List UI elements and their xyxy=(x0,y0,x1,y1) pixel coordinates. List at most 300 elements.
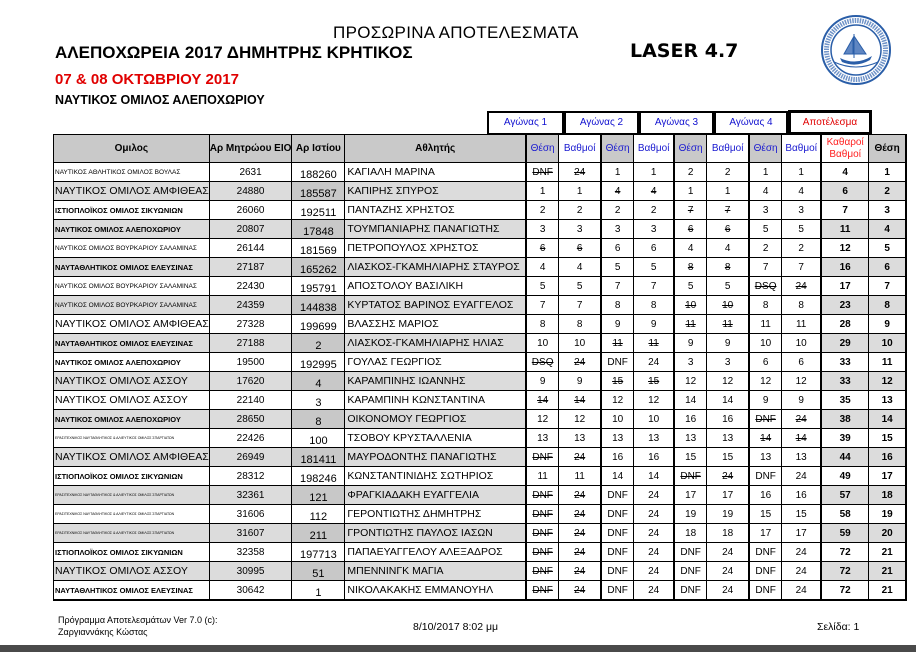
table-row xyxy=(54,296,906,315)
sail-number-cell: 165262 xyxy=(292,258,345,277)
athlete-cell: ΛΙΑΣΚΟΣ-ΓΚΑΜΗΛΙΑΡΗΣ ΣΤΑΥΡΟΣ xyxy=(345,258,526,277)
race-1-position: DNF xyxy=(526,543,559,562)
registry-cell: 32361 xyxy=(209,486,292,505)
sail-number-cell: 195791 xyxy=(292,277,345,296)
registry-cell: 28312 xyxy=(209,467,292,486)
athlete-cell: ΤΟΥΜΠΑΝΙΑΡΗΣ ΠΑΝΑΓΙΩΤΗΣ xyxy=(345,220,526,239)
final-position-cell: 5 xyxy=(869,239,906,258)
race-4-points: 6 xyxy=(782,353,821,372)
registry-cell: 27328 xyxy=(209,315,292,334)
race-1-points: 12 xyxy=(559,410,601,429)
race-3-position: 6 xyxy=(674,220,707,239)
registry-cell: 26144 xyxy=(209,239,292,258)
table-row xyxy=(54,182,906,201)
race-1-points: 7 xyxy=(559,296,601,315)
final-position-cell: 19 xyxy=(869,505,906,524)
race-2-points: 4 xyxy=(634,182,674,201)
registry-cell: 20807 xyxy=(209,220,292,239)
registry-cell: 26949 xyxy=(209,448,292,467)
race-3-position: 16 xyxy=(674,410,707,429)
race-3-points: 11 xyxy=(707,315,749,334)
race-1-points: 24 xyxy=(559,486,601,505)
sail-number-cell: 181411 xyxy=(292,448,345,467)
race-4-position: 12 xyxy=(749,372,782,391)
club-cell: ΝΑΥΤΙΚΟΣ ΟΜΙΛΟΣ ΑΜΦΙΘΕΑΣ xyxy=(54,448,210,467)
race-4-label: Αγώνας 4 xyxy=(715,112,787,134)
race-1-points: 5 xyxy=(559,277,601,296)
race-1-position: 10 xyxy=(526,334,559,353)
document-title: ΠΡΟΣΩΡΙΝΑ ΑΠΟΤΕΛΕΣΜΑΤΑ xyxy=(333,23,579,42)
sail-number-cell: 198246 xyxy=(292,467,345,486)
race-4-position: 17 xyxy=(749,524,782,543)
net-points-cell: 57 xyxy=(821,486,869,505)
race-4-points: 4 xyxy=(782,182,821,201)
registry-cell: 17620 xyxy=(209,372,292,391)
final-position-cell: 1 xyxy=(869,163,906,182)
col-registry: Αρ Μητρώου ΕΙΟ xyxy=(209,135,292,163)
race-2-points: 24 xyxy=(634,581,674,601)
column-header-row xyxy=(54,135,906,163)
athlete-cell: ΝΙΚΟΛΑΚΑΚΗΣ ΕΜΜΑΝΟΥΗΛ xyxy=(345,581,526,601)
race-2-position: DNF xyxy=(601,505,634,524)
race-3-points: 2 xyxy=(707,163,749,182)
race-1-position: DNF xyxy=(526,562,559,581)
race-3-position: 17 xyxy=(674,486,707,505)
race-2-position: DNF xyxy=(601,486,634,505)
final-position-cell: 10 xyxy=(869,334,906,353)
race-1-position: 1 xyxy=(526,182,559,201)
race-1-points: 8 xyxy=(559,315,601,334)
net-points-cell: 33 xyxy=(821,372,869,391)
race-1-points: 3 xyxy=(559,220,601,239)
registry-cell: 22430 xyxy=(209,277,292,296)
net-points-cell: 35 xyxy=(821,391,869,410)
registry-cell: 22140 xyxy=(209,391,292,410)
sail-number-cell: 51 xyxy=(292,562,345,581)
club-cell: ΝΑΥΤΙΚΟΣ ΟΜΙΛΟΣ ΑΛΕΠΟΧΩΡΙΟΥ xyxy=(54,410,210,429)
col-final-position: Θέση xyxy=(869,135,906,163)
program-credit-line2: Ζαργιαννάκης Κώστας xyxy=(58,627,148,637)
race-4-points: 5 xyxy=(782,220,821,239)
race-2-points: 24 xyxy=(634,562,674,581)
race-3-points: 9 xyxy=(707,334,749,353)
race-2-position: DNF xyxy=(601,543,634,562)
race-3-position: 8 xyxy=(674,258,707,277)
race-3-points: 24 xyxy=(707,562,749,581)
race-1-points: 4 xyxy=(559,258,601,277)
athlete-cell: ΠΑΝΤΑΖΗΣ ΧΡΗΣΤΟΣ xyxy=(345,201,526,220)
club-cell: ΝΑΥΤΙΚΟΣ ΟΜΙΛΟΣ ΒΟΥΡΚΑΡΙΟΥ ΣΑΛΑΜΙΝΑΣ xyxy=(54,277,210,296)
athlete-cell: ΑΠΟΣΤΟΛΟΥ ΒΑΣΙΛΙΚΗ xyxy=(345,277,526,296)
race-3-position: 1 xyxy=(674,182,707,201)
club-cell: ΝΑΥΤΙΚΟΣ ΟΜΙΛΟΣ ΑΛΕΠΟΧΩΡΙΟΥ xyxy=(54,220,210,239)
race-2-points: 9 xyxy=(634,315,674,334)
club-cell: ΝΑΥΤΑΘΛΗΤΙΚΟΣ ΟΜΙΛΟΣ ΕΛΕΥΣΙΝΑΣ xyxy=(54,258,210,277)
race-4-position: 14 xyxy=(749,429,782,448)
race-2-position: DNF xyxy=(601,562,634,581)
table-row xyxy=(54,163,906,182)
table-row xyxy=(54,410,906,429)
club-cell: ΝΑΥΤΙΚΟΣ ΟΜΙΛΟΣ ΑΣΣΟΥ xyxy=(54,562,210,581)
sail-number-cell: 185587 xyxy=(292,182,345,201)
registry-cell: 19500 xyxy=(209,353,292,372)
race-4-position: 2 xyxy=(749,239,782,258)
race-4-points: 8 xyxy=(782,296,821,315)
final-position-cell: 21 xyxy=(869,562,906,581)
race-3-position: 2 xyxy=(674,163,707,182)
organizer: ΝΑΥΤΙΚΟΣ ΟΜΙΛΟΣ ΑΛΕΠΟΧΩΡΙΟΥ xyxy=(55,93,265,107)
race-3-points: 19 xyxy=(707,505,749,524)
registry-cell: 28650 xyxy=(209,410,292,429)
race-3-position: 18 xyxy=(674,524,707,543)
table-row xyxy=(54,277,906,296)
club-cell: ΝΑΥΤΙΚΟΣ ΟΜΙΛΟΣ ΑΣΣΟΥ xyxy=(54,372,210,391)
registry-cell: 26060 xyxy=(209,201,292,220)
club-cell: ΝΑΥΤΙΚΟΣ ΟΜΙΛΟΣ ΒΟΥΡΚΑΡΙΟΥ ΣΑΛΑΜΙΝΑΣ xyxy=(54,296,210,315)
race-2-position: 4 xyxy=(601,182,634,201)
club-cell: ΝΑΥΤΑΘΛΗΤΙΚΟΣ ΟΜΙΛΟΣ ΕΛΕΥΣΙΝΑΣ xyxy=(54,581,210,601)
race-1-position: 11 xyxy=(526,467,559,486)
registry-cell: 27188 xyxy=(209,334,292,353)
race-2-points: 24 xyxy=(634,486,674,505)
program-credit xyxy=(58,614,217,638)
race-3-points: 24 xyxy=(707,543,749,562)
sail-number-cell: 192995 xyxy=(292,353,345,372)
race-2-position: 13 xyxy=(601,429,634,448)
race-2-points: 24 xyxy=(634,543,674,562)
race-3-position: DNF xyxy=(674,467,707,486)
race-2-position: 11 xyxy=(601,334,634,353)
race-4-position: 9 xyxy=(749,391,782,410)
race-4-position: DSQ xyxy=(749,277,782,296)
club-cell: ΕΡΑΣΙΤΕΧΝΙΚΟΣ ΝΑΥΤΑΘΛΗΤΙΚΟΣ & ΑΛΙΕΥΤΙΚΟΣ ΟΜΙΛΟΣ ΣΠΑΡΤΙΑΤΩΝ xyxy=(54,486,210,505)
race-3-points: 12 xyxy=(707,372,749,391)
col-net-points: Καθαροί Βαθμοί xyxy=(821,135,869,163)
final-position-cell: 14 xyxy=(869,410,906,429)
race-1-points: 6 xyxy=(559,239,601,258)
club-cell: ΝΑΥΤΙΚΟΣ ΟΜΙΛΟΣ ΑΜΦΙΘΕΑΣ xyxy=(54,182,210,201)
net-points-cell: 38 xyxy=(821,410,869,429)
race-1-points: 10 xyxy=(559,334,601,353)
net-points-cell: 49 xyxy=(821,467,869,486)
race-3-position: 11 xyxy=(674,315,707,334)
athlete-cell: ΜΑΥΡΟΔΟΝΤΗΣ ΠΑΝΑΓΙΩΤΗΣ xyxy=(345,448,526,467)
sail-number-cell: 100 xyxy=(292,429,345,448)
sail-number-cell: 2 xyxy=(292,334,345,353)
race-1-points: 2 xyxy=(559,201,601,220)
event-title: ΑΛΕΠΟΧΩΡΕΙΑ 2017 ΔΗΜΗΤΡΗΣ ΚΡΗΤΙΚΟΣ xyxy=(55,43,413,62)
final-position-cell: 17 xyxy=(869,467,906,486)
col-r1-position: Θέση xyxy=(526,135,559,163)
race-4-points: 3 xyxy=(782,201,821,220)
col-r3-position: Θέση xyxy=(674,135,707,163)
table-row xyxy=(54,581,906,601)
registry-cell: 24359 xyxy=(209,296,292,315)
net-points-cell: 11 xyxy=(821,220,869,239)
race-2-position: DNF xyxy=(601,353,634,372)
race-1-points: 13 xyxy=(559,429,601,448)
race-1-label: Αγώνας 1 xyxy=(488,112,563,134)
race-2-position: 8 xyxy=(601,296,634,315)
race-4-position: 3 xyxy=(749,201,782,220)
race-1-position: DNF xyxy=(526,581,559,601)
race-3-position: 4 xyxy=(674,239,707,258)
race-1-points: 14 xyxy=(559,391,601,410)
race-4-position: 13 xyxy=(749,448,782,467)
table-row xyxy=(54,543,906,562)
race-2-points: 3 xyxy=(634,220,674,239)
sail-number-cell: 144838 xyxy=(292,296,345,315)
race-3-points: 24 xyxy=(707,581,749,601)
race-1-points: 24 xyxy=(559,448,601,467)
athlete-cell: ΓΕΡΟΝΤΙΩΤΗΣ ΔΗΜΗΤΡΗΣ xyxy=(345,505,526,524)
net-points-cell: 72 xyxy=(821,543,869,562)
race-4-position: 15 xyxy=(749,505,782,524)
race-3-points: 17 xyxy=(707,486,749,505)
registry-cell: 30642 xyxy=(209,581,292,601)
col-r4-points: Βαθμοί xyxy=(782,135,821,163)
race-2-position: 10 xyxy=(601,410,634,429)
race-3-position: 3 xyxy=(674,353,707,372)
final-position-cell: 12 xyxy=(869,372,906,391)
race-2-points: 6 xyxy=(634,239,674,258)
race-3-points: 13 xyxy=(707,429,749,448)
table-row xyxy=(54,448,906,467)
race-3-points: 1 xyxy=(707,182,749,201)
sail-number-cell: 188260 xyxy=(292,163,345,182)
race-4-points: 10 xyxy=(782,334,821,353)
race-4-points: 24 xyxy=(782,562,821,581)
race-2-points: 16 xyxy=(634,448,674,467)
race-3-label: Αγώνας 3 xyxy=(640,112,713,134)
net-points-cell: 4 xyxy=(821,163,869,182)
final-position-cell: 13 xyxy=(869,391,906,410)
race-2-position: DNF xyxy=(601,581,634,601)
race-3-position: DNF xyxy=(674,562,707,581)
table-row xyxy=(54,372,906,391)
col-r1-points: Βαθμοί xyxy=(559,135,601,163)
race-2-points: 1 xyxy=(634,163,674,182)
race-3-position: 13 xyxy=(674,429,707,448)
race-group-header xyxy=(487,110,872,135)
table-row xyxy=(54,524,906,543)
final-position-cell: 7 xyxy=(869,277,906,296)
race-2-position: DNF xyxy=(601,524,634,543)
col-r3-points: Βαθμοί xyxy=(707,135,749,163)
registry-cell: 30995 xyxy=(209,562,292,581)
race-3-position: 15 xyxy=(674,448,707,467)
col-athlete: Αθλητής xyxy=(345,135,526,163)
net-points-cell: 29 xyxy=(821,334,869,353)
race-1-points: 11 xyxy=(559,467,601,486)
athlete-cell: ΤΣΟΒΟΥ ΚΡΥΣΤΑΛΛΕΝΙΑ xyxy=(345,429,526,448)
final-position-cell: 18 xyxy=(869,486,906,505)
race-4-points: 24 xyxy=(782,467,821,486)
race-3-position: 14 xyxy=(674,391,707,410)
race-4-points: 12 xyxy=(782,372,821,391)
race-4-position: 5 xyxy=(749,220,782,239)
final-position-cell: 8 xyxy=(869,296,906,315)
race-3-points: 15 xyxy=(707,448,749,467)
race-3-position: 19 xyxy=(674,505,707,524)
race-1-position: DNF xyxy=(526,524,559,543)
race-2-points: 2 xyxy=(634,201,674,220)
athlete-cell: ΦΡΑΓΚΙΑΔΑΚΗ ΕΥΑΓΓΕΛΙΑ xyxy=(345,486,526,505)
registry-cell: 27187 xyxy=(209,258,292,277)
club-cell: ΙΣΤΙΟΠΛΟΪΚΟΣ ΟΜΙΛΟΣ ΣΙΚΥΩΝΙΩΝ xyxy=(54,467,210,486)
race-2-points: 24 xyxy=(634,524,674,543)
race-2-points: 11 xyxy=(634,334,674,353)
race-4-position: 6 xyxy=(749,353,782,372)
race-1-points: 1 xyxy=(559,182,601,201)
club-cell: ΝΑΥΤΙΚΟΣ ΟΜΙΛΟΣ ΑΜΦΙΘΕΑΣ xyxy=(54,315,210,334)
race-1-points: 24 xyxy=(559,543,601,562)
athlete-cell: ΚΑΓΙΑΛΗ ΜΑΡΙΝΑ xyxy=(345,163,526,182)
race-3-points: 24 xyxy=(707,467,749,486)
final-position-cell: 16 xyxy=(869,448,906,467)
race-1-position: DNF xyxy=(526,505,559,524)
race-2-position: 5 xyxy=(601,258,634,277)
net-points-cell: 33 xyxy=(821,353,869,372)
registry-cell: 2631 xyxy=(209,163,292,182)
race-4-position: 1 xyxy=(749,163,782,182)
race-3-position: 12 xyxy=(674,372,707,391)
net-points-cell: 44 xyxy=(821,448,869,467)
race-2-points: 7 xyxy=(634,277,674,296)
table-row xyxy=(54,220,906,239)
race-3-points: 4 xyxy=(707,239,749,258)
race-1-points: 24 xyxy=(559,562,601,581)
athlete-cell: ΟΙΚΟΝΟΜΟΥ ΓΕΩΡΓΙΟΣ xyxy=(345,410,526,429)
club-cell: ΕΡΑΣΙΤΕΧΝΙΚΟΣ ΝΑΥΤΑΘΛΗΤΙΚΟΣ & ΑΛΙΕΥΤΙΚΟΣ ΟΜΙΛΟΣ ΣΠΑΡΤΙΑΤΩΝ xyxy=(54,524,210,543)
race-3-position: 7 xyxy=(674,201,707,220)
final-position-cell: 11 xyxy=(869,353,906,372)
sail-number-cell: 4 xyxy=(292,372,345,391)
race-1-position: 5 xyxy=(526,277,559,296)
club-cell: ΝΑΥΤΙΚΟΣ ΟΜΙΛΟΣ ΒΟΥΡΚΑΡΙΟΥ ΣΑΛΑΜΙΝΑΣ xyxy=(54,239,210,258)
race-3-position: DNF xyxy=(674,581,707,601)
race-2-position: 12 xyxy=(601,391,634,410)
race-3-points: 3 xyxy=(707,353,749,372)
race-4-points: 24 xyxy=(782,277,821,296)
table-row xyxy=(54,353,906,372)
athlete-cell: ΠΑΠΑΕΥΑΓΓΕΛΟΥ ΑΛΕΞΑΔΡΟΣ xyxy=(345,543,526,562)
race-4-position: DNF xyxy=(749,562,782,581)
athlete-cell: ΒΛΑΣΣΗΣ ΜΑΡΙΟΣ xyxy=(345,315,526,334)
final-position-cell: 9 xyxy=(869,315,906,334)
col-sail: Αρ Ιστίου xyxy=(292,135,345,163)
col-club: Ομιλος xyxy=(54,135,210,163)
registry-cell: 31607 xyxy=(209,524,292,543)
race-4-position: 16 xyxy=(749,486,782,505)
race-1-position: 9 xyxy=(526,372,559,391)
table-row xyxy=(54,334,906,353)
net-points-cell: 58 xyxy=(821,505,869,524)
sail-number-cell: 3 xyxy=(292,391,345,410)
sail-number-cell: 199699 xyxy=(292,315,345,334)
table-row xyxy=(54,486,906,505)
athlete-cell: ΓΟΥΛΑΣ ΓΕΩΡΓΙΟΣ xyxy=(345,353,526,372)
race-1-points: 24 xyxy=(559,505,601,524)
race-2-points: 8 xyxy=(634,296,674,315)
race-1-points: 24 xyxy=(559,524,601,543)
race-2-points: 24 xyxy=(634,353,674,372)
table-row xyxy=(54,258,906,277)
race-3-points: 7 xyxy=(707,201,749,220)
race-2-points: 13 xyxy=(634,429,674,448)
club-cell: ΝΑΥΤΑΘΛΗΤΙΚΟΣ ΟΜΙΛΟΣ ΕΛΕΥΣΙΝΑΣ xyxy=(54,334,210,353)
final-position-cell: 21 xyxy=(869,581,906,601)
result-label: Αποτέλεσμα xyxy=(790,112,871,134)
race-2-position: 3 xyxy=(601,220,634,239)
table-row xyxy=(54,562,906,581)
race-1-points: 9 xyxy=(559,372,601,391)
athlete-cell: ΚΑΡΑΜΠΙΝΗ ΚΩΝΣΤΑΝΤΙΝΑ xyxy=(345,391,526,410)
event-dates: 07 & 08 ΟΚΤΩΒΡΙΟΥ 2017 xyxy=(55,71,239,88)
net-points-cell: 16 xyxy=(821,258,869,277)
race-4-points: 14 xyxy=(782,429,821,448)
final-position-cell: 4 xyxy=(869,220,906,239)
athlete-cell: ΓΡΟΝΤΙΩΤΗΣ ΠΑΥΛΟΣ ΙΑΣΩΝ xyxy=(345,524,526,543)
race-3-position: 9 xyxy=(674,334,707,353)
results-table xyxy=(53,134,907,601)
race-2-position: 9 xyxy=(601,315,634,334)
sail-number-cell: 211 xyxy=(292,524,345,543)
athlete-cell: ΚΩΝΣΤΑΝΤΙΝΙΔΗΣ ΣΩΤΗΡΙΟΣ xyxy=(345,467,526,486)
club-cell: ΝΑΥΤΙΚΟΣ ΑΘΛΗΤΙΚΟΣ ΟΜΙΛΟΣ ΒΟΥΛΑΣ xyxy=(54,163,210,182)
race-1-position: DNF xyxy=(526,163,559,182)
athlete-cell: ΜΠΕΝΝΙΝΓΚ ΜΑΓΙΑ xyxy=(345,562,526,581)
net-points-cell: 17 xyxy=(821,277,869,296)
race-3-points: 8 xyxy=(707,258,749,277)
race-4-points: 9 xyxy=(782,391,821,410)
race-4-points: 17 xyxy=(782,524,821,543)
race-4-points: 11 xyxy=(782,315,821,334)
race-2-position: 16 xyxy=(601,448,634,467)
sail-number-cell: 197713 xyxy=(292,543,345,562)
athlete-cell: ΚΑΡΑΜΠΙΝΗΣ ΙΩΑΝΝΗΣ xyxy=(345,372,526,391)
race-1-points: 24 xyxy=(559,581,601,601)
race-1-position: 6 xyxy=(526,239,559,258)
race-4-position: 8 xyxy=(749,296,782,315)
race-4-position: 7 xyxy=(749,258,782,277)
net-points-cell: 39 xyxy=(821,429,869,448)
race-2-position: 6 xyxy=(601,239,634,258)
club-cell: ΕΡΑΣΙΤΕΧΝΙΚΟΣ ΝΑΥΤΑΘΛΗΤΙΚΟΣ & ΑΛΙΕΥΤΙΚΟΣ ΟΜΙΛΟΣ ΣΠΑΡΤΙΑΤΩΝ xyxy=(54,505,210,524)
race-3-points: 6 xyxy=(707,220,749,239)
final-position-cell: 6 xyxy=(869,258,906,277)
race-1-position: 12 xyxy=(526,410,559,429)
race-3-points: 18 xyxy=(707,524,749,543)
net-points-cell: 7 xyxy=(821,201,869,220)
hellenic-sailing-federation-logo-icon xyxy=(820,14,892,86)
sail-number-cell: 112 xyxy=(292,505,345,524)
race-4-points: 24 xyxy=(782,581,821,601)
athlete-cell: ΠΕΤΡΟΠΟΥΛΟΣ ΧΡΗΣΤΟΣ xyxy=(345,239,526,258)
final-position-cell: 21 xyxy=(869,543,906,562)
race-3-points: 16 xyxy=(707,410,749,429)
race-4-points: 24 xyxy=(782,410,821,429)
race-4-points: 16 xyxy=(782,486,821,505)
race-4-position: DNF xyxy=(749,581,782,601)
race-2-points: 10 xyxy=(634,410,674,429)
race-4-points: 24 xyxy=(782,543,821,562)
table-row xyxy=(54,201,906,220)
race-2-position: 2 xyxy=(601,201,634,220)
race-1-position: 7 xyxy=(526,296,559,315)
registry-cell: 31606 xyxy=(209,505,292,524)
sail-number-cell: 192511 xyxy=(292,201,345,220)
